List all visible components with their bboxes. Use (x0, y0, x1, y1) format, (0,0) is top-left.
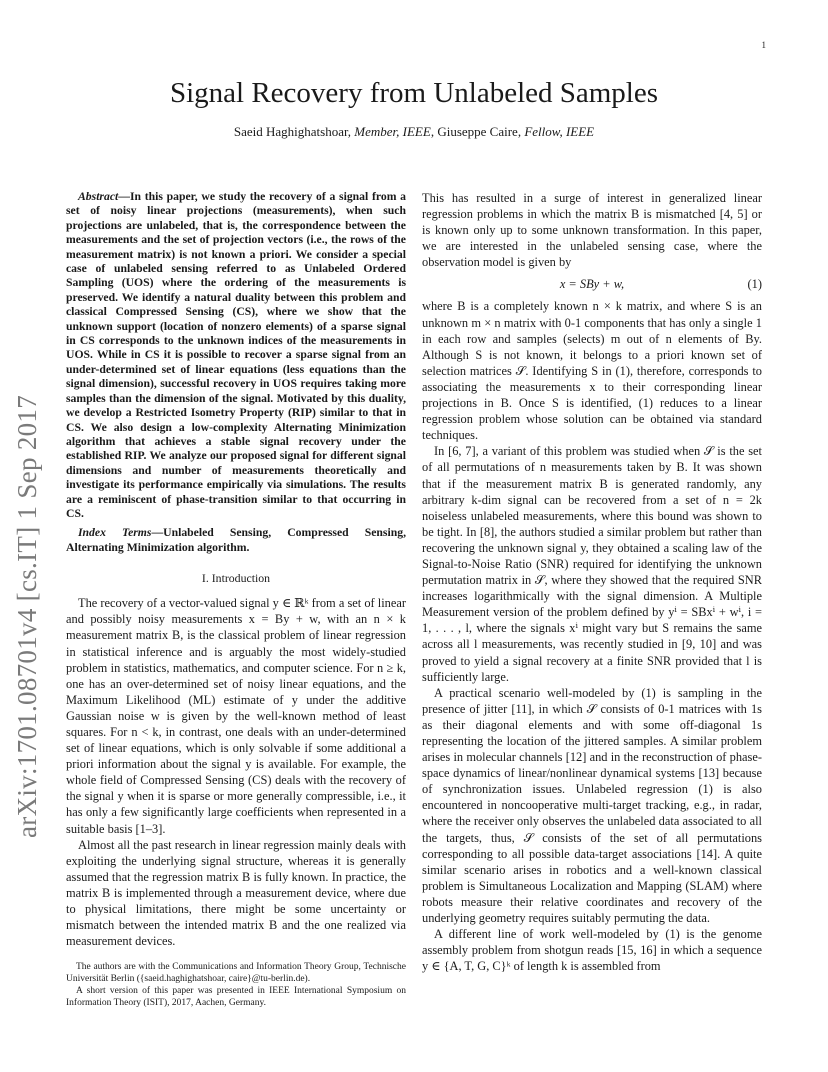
author-line (0, 124, 828, 140)
right-column (422, 190, 762, 974)
arxiv-stamp[interactable]: arXiv:1701.08701v4 [cs.IT] 1 Sep 2017 (12, 394, 42, 838)
paper-title: Signal Recovery from Unlabeled Samples (169, 77, 659, 109)
equation-number: (1) (747, 277, 762, 292)
right-paragraph-1: This has resulted in a surge of interest in generalized linear regression problems in which the matrix B is mismatched [4, 5] or is known only up to some unknown transformation. In this paper, we are interested in the unlabeled sensing case, where the observation model is given by (422, 191, 762, 270)
right-paragraph-5: A different line of work well-modeled by (1) is the genome assembly problem from shotgun reads [15, 16] in which a sequence y ∈ {A, T, G, C}ᵏ of length k is assembled from (422, 927, 762, 974)
left-column (66, 190, 406, 1009)
author-1: Saeid Haghighatshoar, (233, 124, 355, 139)
intro-paragraph-1: The recovery of a vector-valued signal y ∈ ℝᵏ from a set of linear and possibly noisy measurements x = By + w, with an n × k measurement matrix B, is the classical problem of linear regression in statistical inference and is arguably the most widely-studied problem in statistics, mathematics, and computer science. For n ≥ k, one has an over-determined set of noisy linear equations, and the Maximum Likelihood (ML) estimate of y under the additive Gaussian noise w is given by the well-known method of least squares. For n < k, in contrast, one deals with an under-determined set of linear equations, which is only solvable if some additional a priori information about the signal y is available. For example, the whole field of Compressed Sensing (CS) deals with the recovery of the signal y when it is sparse or more generally compressible, i.e., it has only a few significantly large coefficients when represented in a suitable basis [1–3]. (66, 596, 406, 836)
index-terms (66, 526, 406, 555)
intro-paragraph-2: Almost all the past research in linear regression mainly deals with exploiting the underlying signal structure, whereas it is generally assumed that the regression matrix B is fully known. In practice, the matrix B is implemented through a measurement device, where due to physical limitations, there might be some uncertainty or mismatch between the intended matrix B and the one realized via measurement devices. (66, 837, 406, 949)
right-paragraph-3: In [6, 7], a variant of this problem was studied when 𝒮 is the set of all permutations of n measurements taken by B. It was shown that if the measurement matrix B is generated randomly, any arbitrary k-dim signal can be recovered from a set of n = 2k noiseless unlabeled measurements, where this bound was shown to be tight. In [8], the authors studied a similar problem but rather than recovering the unknown signal y, they obtained a scaling law of the Signal-to-Noise Ratio (SNR) required for identifying the unknown permutation matrix in 𝒮, where they showed that the required SNR increases logarithmically with the signal dimension. A Multiple Measurement version of the problem defined by yⁱ = SBxⁱ + wⁱ, i = 1, . . . , l, where the signals xⁱ might vary but S remains the same across all l measurements, was recently studied in [9, 10] and was proved to yield a signal recovery at a finite SNR provided that l is sufficiently large. (422, 444, 762, 684)
equation-1 (422, 270, 762, 298)
footnote-affiliation: The authors are with the Communications and Information Theory Group, Technische Universität Berlin ({saeid.haghighatshoar, caire}@tu-berlin.de). (66, 962, 406, 985)
footnote-short-version: A short version of this paper was presented in IEEE International Symposium on Information Theory (ISIT), 2017, Aachen, Germany. (66, 986, 406, 1009)
abstract-text: —In this paper, we study the recovery of a signal from a set of noisy linear projections (measurements), when such projections are unlabeled, that is, the correspondence between the measurements and the set of projection vectors (i.e., the rows of the measurement matrix) is not known a priori. We consider a special case of unlabeled sensing referred to as Unlabeled Ordered Sampling (UOS) where the ordering of the measurements is preserved. We identify a natural duality between this problem and classical Compressed Sensing (CS), where we show that the unknown support (location of nonzero elements) of a sparse signal in CS corresponds to the unknown indices of the measurements in UOS. While in CS it is possible to recover a sparse signal from an under-determined set of linear equations (less equations than the signal dimension), successful recovery in UOS requires taking more samples than the dimension of the signal. Motivated by this duality, we develop a Restricted Isometry Property (RIP) similar to that in CS. We also design a low-complexity Alternating Minimization algorithm that achieves a stable signal recovery under the established RIP. We analyze our proposed signal for different signal dimensions and number of measurements theoretically and investigate its performance empirically via simulations. The results are a reminiscent of phase-transition similar to that occurring in CS. (66, 190, 406, 520)
page-number: 1 (761, 40, 766, 50)
right-paragraph-2: where B is a completely known n × k matrix, and where S is an unknown m × n matrix with 0-1 components that has only a single 1 in each row and samples (selects) m out of n elements of By. Although S is not known, it belongs to a priori known set of selection matrices 𝒮. Identifying S in (1), therefore, corresponds to associating the measurements x to their corresponding linear projections in B. Once S is identified, (1) reduces to a linear regression problem whose solution can be obtained via standard techniques. (422, 299, 762, 443)
author-2: , Giuseppe Caire, (430, 124, 525, 139)
author-2-role: Fellow, IEEE (524, 124, 595, 139)
abstract (66, 190, 406, 521)
right-paragraph-4: A practical scenario well-modeled by (1) is sampling in the presence of jitter [11], in which 𝒮 consists of 0-1 matrices with 1s as their diagonal elements and with some off-diagonal 1s representing the location of the jittered samples. A similar problem arises in molecular channels [12] and in the reconstruction of phase-space dynamics of linear/nonlinear dynamical systems [13] because of synchronization issues. Unlabeled regression (1) is also encountered in noncooperative multi-target tracking, e.g., in radar, where the receiver only observes the unlabeled data associated to all the targets, thus, 𝒮 consists of the set of all permutations corresponding to all possible data-target associations [14]. A quite similar scenario arises in robotics and a well-known classical problem is Simultaneous Localization and Mapping (SLAM) where robots measure their relative coordinates and recovery of the underlying geometry requires suitably permuting the data. (422, 685, 762, 926)
footnotes (66, 961, 406, 1009)
author-1-role: Member, IEEE (354, 124, 431, 139)
index-terms-text: —Unlabeled Sensing, Compressed Sensing, Alternating Minimization algorithm. (66, 526, 406, 554)
section-heading-introduction: I. Introduction (201, 571, 271, 586)
index-terms-label: Index Terms (78, 526, 152, 540)
abstract-label: Abstract (78, 190, 119, 203)
equation-body: x = SBy + w, (559, 277, 625, 292)
